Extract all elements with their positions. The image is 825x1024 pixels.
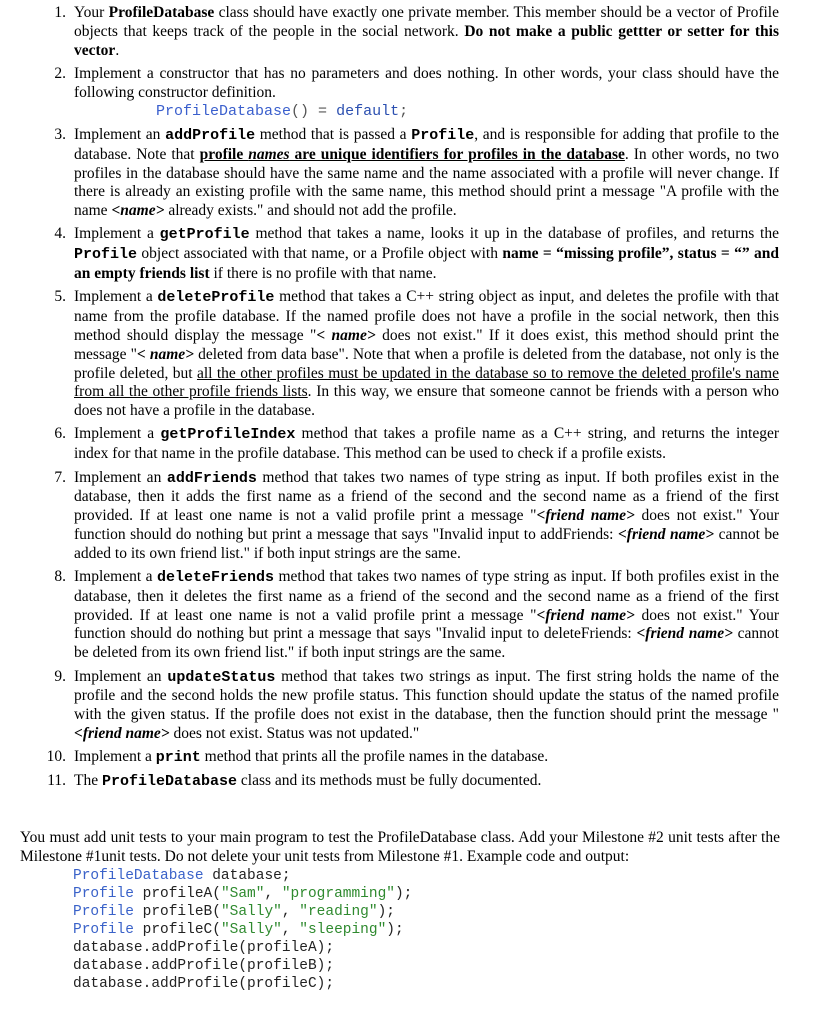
item-number: 9. (54, 667, 66, 685)
list-item: 5. Implement a deleteProfile method that takes a C++ string object as input, and deletes the profile with that name from the profile database. If the named profile does not have a profile in the social network, then this method should display the message "< name> does not exist." If it does exist, this method should print the message "< name> deleted from data base". Note that when a profile is deleted from the database, not only is the profile deleted, but all the other profiles must be updated in the database so to remove the deleted profile's name from all the other profile friends lists. In this way, we ensure that someone cannot be friends with a person who does not have a profile in the database. (0, 288, 825, 421)
code-line: Profile profileA("Sam", "programming"); (73, 886, 413, 902)
list-item: 11. The ProfileDatabase class and its methods must be fully documented. (0, 772, 825, 792)
constructor-code: ProfileDatabase() = default; (156, 103, 409, 121)
code-line: Profile profileB("Sally", "reading"); (73, 904, 395, 920)
requirements-list (0, 4, 825, 797)
unit-test-paragraph: You must add unit tests to your main program to test the ProfileDatabase class. Add your Milestone #2 unit tests after the Milestone #1unit tests. Do not delete your unit tests from Milestone #1. Example code and output: (20, 829, 780, 865)
list-item: 10. Implement a print method that prints all the profile names in the database. (0, 748, 825, 768)
example-code-block (73, 867, 412, 993)
item-number: 10. (46, 748, 66, 766)
item-number: 1. (54, 4, 66, 21)
list-item: 4. Implement a getProfile method that takes a name, looks it up in the database of profiles, and returns the Profile object associated with that name, or a Profile object with name = “missing profile”, status = “” and an empty friends list if there is no profile with that name. (0, 225, 825, 283)
list-item: 9. Implement an updateStatus method that takes two strings as input. The first string holds the name of the profile and the second holds the new profile status. This function should update the status of the named profile with the given status. If the profile does not exist in the database, then the function should print the message "<friend name> does not exist. Status was not updated." (0, 668, 825, 744)
item-number: 11. (47, 772, 66, 790)
code-line: ProfileDatabase database; (73, 868, 291, 884)
item-number: 3. (54, 125, 66, 143)
list-item: 1. Your ProfileDatabase class should have exactly one private member. This member should be a vector of Profile objects that keeps track of the people in the social network. Do not make a public gettter or setter for this vector. (0, 4, 825, 60)
list-item: 6. Implement a getProfileIndex method that takes a profile name as a C++ string, and returns the integer index for that name in the profile database. This method can be used to check if a profile exists. (0, 425, 825, 464)
code-line: database.addProfile(profileB); (73, 958, 335, 974)
item-number: 5. (54, 288, 66, 306)
item-number: 6. (54, 425, 66, 443)
code-line: database.addProfile(profileC); (73, 976, 335, 992)
list-item: 2. Implement a constructor that has no parameters and does nothing. In other words, your class should have the following constructor definition. ProfileDatabase() = default; (0, 65, 825, 122)
list-item: 7. Implement an addFriends method that takes two names of type string as input. If both profiles exist in the database, then it adds the first name as a friend of the second and the second name as a friend of the first provided. If at least one name is not a valid profile print a message "<friend name> does not exist." Your function should do nothing but print a message that says "Invalid input to addFriends: <friend name> cannot be added to its own friend list." if both input strings are the same. (0, 469, 825, 564)
list-item: 8. Implement a deleteFriends method that takes two names of type string as input. If both profiles exist in the database, then it deletes the first name as a friend of the second and the second name as a friend of the first provided. If at least one name is not a valid profile print a message "<friend name> does not exist." Your function should do nothing but print a message that says "Invalid input to deleteFriends: <friend name> cannot be deleted from its own friend list." if both input strings are the same. (0, 568, 825, 663)
item-number: 8. (54, 568, 66, 586)
code-line: Profile profileC("Sally", "sleeping"); (73, 922, 404, 938)
code-line: database.addProfile(profileA); (73, 940, 335, 956)
list-item: 3. Implement an addProfile method that is passed a Profile, and is responsible for adding that profile to the database. Note that profile names are unique identifiers for profiles in the database. In other words, no two profiles in the database should have the same name and the name associated with a profile will never change. If there is already an existing profile with the same name, this method should print a message "A profile with the name <name> already exists." and should not add the profile. (0, 126, 825, 221)
item-number: 7. (54, 468, 66, 486)
item-number: 4. (54, 225, 66, 243)
item-number: 2. (54, 64, 66, 82)
